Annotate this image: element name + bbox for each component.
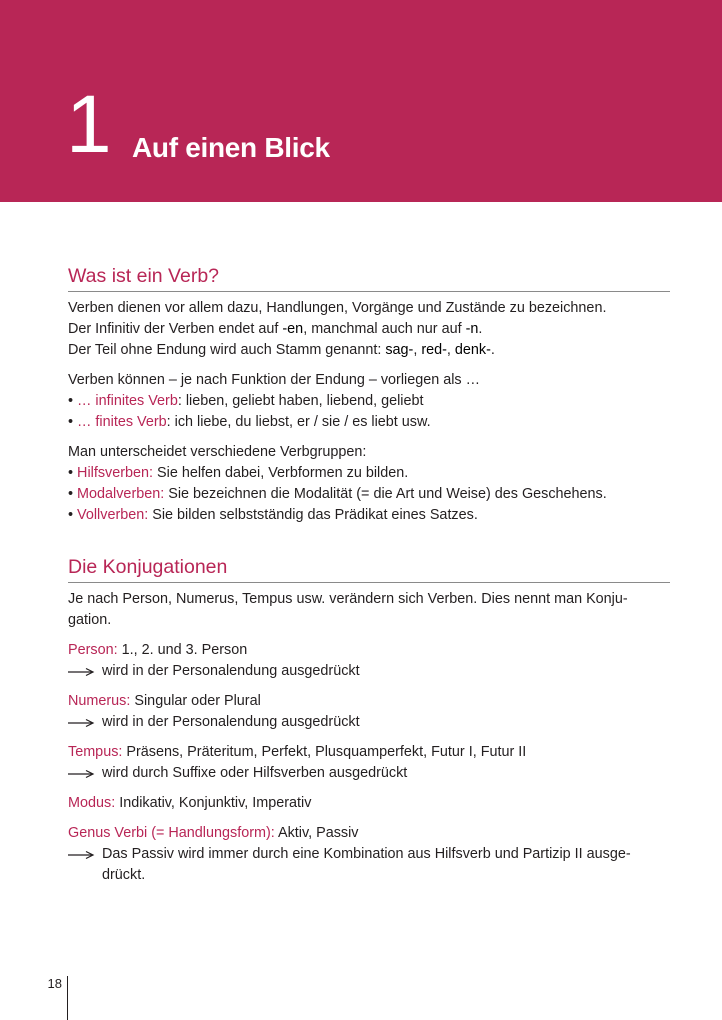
arrow-text: Das Passiv wird immer durch eine Kombination aus Hilfsverb und Partizip II ausge- bbox=[102, 846, 631, 862]
term-hilfsverben: Hilfsverben: bbox=[77, 465, 154, 481]
term-person: Person: bbox=[68, 642, 118, 658]
bullet: • bbox=[68, 465, 78, 481]
term-finites-verb: … finites Verb bbox=[77, 414, 167, 430]
bullet: • bbox=[68, 507, 78, 523]
text-line: Man unterscheidet verschiedene Verbgruppen: bbox=[68, 444, 367, 460]
text-segment: Indikativ, Konjunktiv, Imperativ bbox=[115, 795, 312, 811]
text-line: Verben können – je nach Funktion der Endung – vorliegen als … bbox=[68, 372, 481, 388]
text-segment: 1., 2. und 3. Person bbox=[117, 642, 248, 658]
text-segment: . bbox=[490, 342, 495, 358]
chapter-number: 1 bbox=[66, 79, 112, 170]
stem-example: red- bbox=[421, 342, 447, 358]
text-segment: Sie bilden selbstständig das Prädikat eines Satzes. bbox=[148, 507, 478, 523]
text-segment: Singular oder Plural bbox=[130, 693, 261, 709]
stem-example: denk- bbox=[454, 342, 491, 358]
arrow-text: wird in der Personalendung ausgedrückt bbox=[102, 714, 360, 730]
text-segment: , bbox=[446, 342, 455, 358]
section-heading-konjugationen: Die Konjugationen bbox=[68, 553, 670, 583]
text-segment: Der Infinitiv der Verben endet auf bbox=[68, 321, 283, 337]
arrow-text: wird in der Personalendung ausgedrückt bbox=[102, 663, 360, 679]
text-segment: Präsens, Präteritum, Perfekt, Plusquamperfekt, Futur I, Futur II bbox=[122, 744, 527, 760]
paragraph-verb-forms bbox=[68, 370, 670, 433]
arrow-right-icon bbox=[68, 667, 96, 677]
block-numerus bbox=[68, 691, 670, 712]
bullet: • bbox=[68, 393, 78, 409]
text-segment: lieben, geliebt haben, liebend, geliebt bbox=[181, 393, 424, 409]
text-line: Verben dienen vor allem dazu, Handlungen, Vorgänge und Zustände zu bezeichnen. bbox=[68, 300, 607, 316]
arrow-line bbox=[68, 661, 670, 682]
arrow-line bbox=[68, 844, 670, 886]
text-segment: Sie helfen dabei, Verbformen zu bilden. bbox=[153, 465, 409, 481]
paragraph-verb-groups bbox=[68, 442, 670, 526]
text-segment: . bbox=[478, 321, 483, 337]
paragraph-definition bbox=[68, 298, 670, 361]
term-modus: Modus: bbox=[68, 795, 116, 811]
arrow-right-icon bbox=[68, 850, 96, 860]
term-genus-verbi: Genus Verbi (= Handlungsform): bbox=[68, 825, 275, 841]
arrow-right-icon bbox=[68, 769, 96, 779]
text-segment: Sie bezeichnen die Modalität (= die Art und Weise) des Geschehens. bbox=[164, 486, 607, 502]
text-segment: : bbox=[166, 414, 171, 430]
ending-en: -en bbox=[282, 321, 304, 337]
text-segment: , bbox=[413, 342, 422, 358]
chapter-title: Auf einen Blick bbox=[132, 132, 330, 163]
text-segment: ich liebe, du liebst, er / sie / es liebt usw. bbox=[170, 414, 431, 430]
page-number-divider bbox=[67, 976, 68, 1020]
block-genus-verbi bbox=[68, 823, 670, 844]
term-numerus: Numerus: bbox=[68, 693, 131, 709]
text-segment: Aktiv, Passiv bbox=[274, 825, 359, 841]
block-person bbox=[68, 640, 670, 661]
chapter-banner bbox=[0, 0, 722, 202]
arrow-right-icon bbox=[68, 718, 96, 728]
page-number: 18 bbox=[47, 976, 62, 991]
text-segment: : bbox=[177, 393, 182, 409]
block-tempus bbox=[68, 742, 670, 763]
arrow-text: wird durch Suffixe oder Hilfsverben ausgedrückt bbox=[102, 765, 408, 781]
term-tempus: Tempus: bbox=[68, 744, 123, 760]
term-infinites-verb: … infinites Verb bbox=[77, 393, 178, 409]
section-heading-was-ist-ein-verb: Was ist ein Verb? bbox=[68, 262, 670, 292]
term-modalverben: Modalverben: bbox=[77, 486, 165, 502]
page-content bbox=[68, 262, 670, 886]
bullet: • bbox=[68, 486, 78, 502]
text-line: Je nach Person, Numerus, Tempus usw. verändern sich Verben. Dies nennt man Konju- bbox=[68, 591, 628, 607]
text-segment: , manchmal auch nur auf bbox=[303, 321, 466, 337]
arrow-line bbox=[68, 712, 670, 733]
arrow-line bbox=[68, 763, 670, 784]
stem-example: sag- bbox=[385, 342, 414, 358]
block-modus bbox=[68, 793, 670, 814]
text-segment: Der Teil ohne Endung wird auch Stamm genannt: bbox=[68, 342, 386, 358]
ending-n: -n bbox=[465, 321, 479, 337]
bullet: • bbox=[68, 414, 78, 430]
arrow-text: drückt. bbox=[102, 867, 146, 883]
term-vollverben: Vollverben: bbox=[77, 507, 149, 523]
text-line: gation. bbox=[68, 612, 112, 628]
paragraph-konjugation-intro bbox=[68, 589, 670, 631]
